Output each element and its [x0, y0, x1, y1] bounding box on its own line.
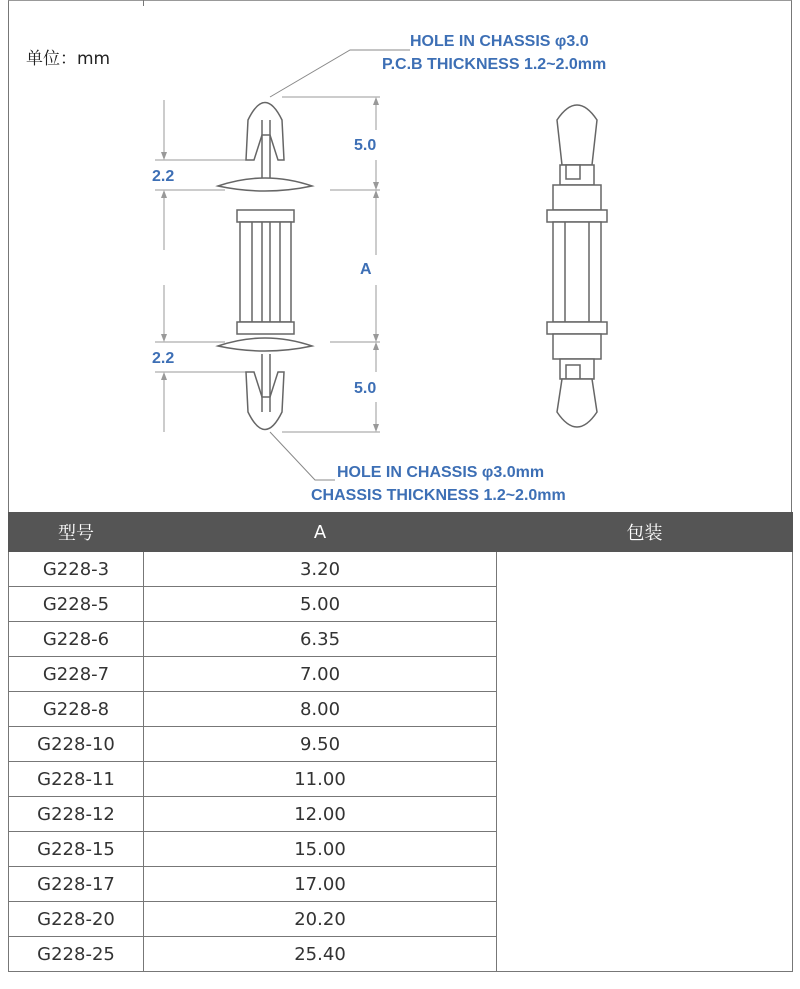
a-value-cell: 17.00 [144, 867, 497, 902]
a-value-cell: 3.20 [144, 552, 497, 587]
model-cell: G228-7 [9, 657, 144, 692]
header-package: 包装 [497, 513, 793, 552]
a-value-cell: 20.20 [144, 902, 497, 937]
model-cell: G228-8 [9, 692, 144, 727]
dim-top-length: 5.0 [354, 137, 377, 154]
dim-top-gap: 2.2 [152, 168, 175, 185]
a-value-cell: 11.00 [144, 762, 497, 797]
model-cell: G228-20 [9, 902, 144, 937]
part-side-view [547, 105, 607, 427]
model-cell: G228-3 [9, 552, 144, 587]
part-front-view [218, 103, 312, 430]
model-cell: G228-5 [9, 587, 144, 622]
note-bottom-line1: HOLE IN CHASSIS φ3.0mm [337, 464, 545, 481]
model-cell: G228-10 [9, 727, 144, 762]
note-top-line1: HOLE IN CHASSIS φ3.0 [410, 33, 589, 50]
table-row [9, 552, 793, 587]
unit-label: 单位：mm [26, 49, 111, 69]
a-value-cell: 15.00 [144, 832, 497, 867]
dim-center-a: A [360, 261, 372, 278]
table-body [9, 552, 793, 972]
a-value-cell: 8.00 [144, 692, 497, 727]
spec-table [8, 512, 793, 972]
a-value-cell: 12.00 [144, 797, 497, 832]
note-bottom-line2: CHASSIS THICKNESS 1.2~2.0mm [311, 487, 566, 504]
a-value-cell: 5.00 [144, 587, 497, 622]
header-a: A [144, 513, 497, 552]
dim-bottom-length: 5.0 [354, 380, 377, 397]
leader-bottom [270, 432, 335, 480]
model-cell: G228-6 [9, 622, 144, 657]
model-cell: G228-11 [9, 762, 144, 797]
header-model: 型号 [9, 513, 144, 552]
model-cell: G228-17 [9, 867, 144, 902]
dimension-lines-left [155, 100, 246, 432]
dimension-arrows-left [161, 152, 167, 380]
note-top-line2: P.C.B THICKNESS 1.2~2.0mm [382, 56, 607, 73]
dim-bottom-gap: 2.2 [152, 350, 175, 367]
package-cell [497, 552, 793, 972]
model-cell: G228-15 [9, 832, 144, 867]
model-cell: G228-12 [9, 797, 144, 832]
table-header-row [9, 513, 793, 552]
a-value-cell: 7.00 [144, 657, 497, 692]
a-value-cell: 6.35 [144, 622, 497, 657]
a-value-cell: 9.50 [144, 727, 497, 762]
model-cell: G228-25 [9, 937, 144, 972]
a-value-cell: 25.40 [144, 937, 497, 972]
